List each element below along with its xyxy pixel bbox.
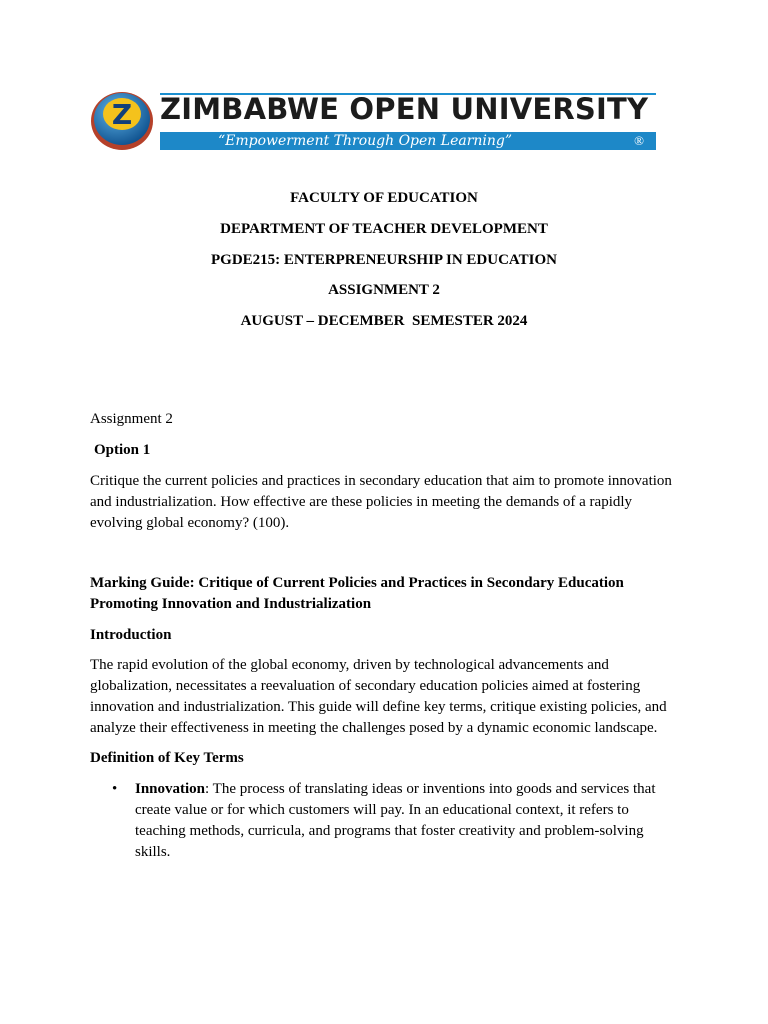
faculty-heading: FACULTY OF EDUCATION bbox=[290, 190, 478, 206]
introduction-line: innovation and industrialization. This guide will define key terms, critique existing policies, and bbox=[90, 699, 667, 715]
definition-line: teaching methods, curricula, and programs that foster creativity and problem-solving bbox=[135, 823, 644, 839]
university-name: ZIMBABWE OPEN UNIVERSITY bbox=[160, 92, 649, 126]
option-label: Option 1 bbox=[94, 442, 151, 458]
semester-heading: AUGUST – DECEMBER SEMESTER 2024 bbox=[240, 313, 528, 329]
question-line: and industrialization. How effective are these policies in meeting the demands of a rapidly bbox=[90, 494, 633, 510]
university-logo bbox=[90, 90, 656, 152]
definition-line: skills. bbox=[135, 844, 171, 860]
department-heading: DEPARTMENT OF TEACHER DEVELOPMENT bbox=[220, 221, 548, 237]
assignment-label: Assignment 2 bbox=[90, 411, 173, 427]
definition-term: Innovation bbox=[135, 781, 206, 797]
marking-guide-line: Marking Guide: Critique of Current Policies and Practices in Secondary Education bbox=[90, 575, 624, 591]
svg-text:Z: Z bbox=[111, 98, 133, 131]
zou-emblem-icon bbox=[90, 90, 160, 152]
introduction-line: analyze their effectiveness in meeting the challenges posed by a dynamic economic landscape. bbox=[90, 720, 658, 736]
definitions-heading: Definition of Key Terms bbox=[90, 750, 244, 766]
introduction-heading: Introduction bbox=[90, 627, 172, 643]
university-slogan: “Empowerment Through Open Learning” bbox=[218, 133, 513, 149]
slogan-band bbox=[160, 132, 656, 150]
marking-guide-title bbox=[90, 573, 680, 615]
definition-line: : The process of translating ideas or inventions into goods and services that bbox=[205, 781, 656, 797]
marking-guide-line: Promoting Innovation and Industrialization bbox=[90, 596, 372, 612]
introduction-line: The rapid evolution of the global economy, driven by technological advancements and bbox=[90, 657, 609, 673]
definition-line: create value or for which customers will pay. In an educational context, it refers to bbox=[135, 802, 629, 818]
assignment-heading: ASSIGNMENT 2 bbox=[328, 282, 440, 298]
introduction-line: globalization, necessitates a reevaluation of secondary education policies aimed at fostering bbox=[90, 678, 641, 694]
registered-mark: ® bbox=[634, 133, 644, 148]
question-text bbox=[90, 471, 680, 534]
question-line: evolving global economy? (100). bbox=[90, 515, 290, 531]
course-heading: PGDE215: ENTERPRENEURSHIP IN EDUCATION bbox=[210, 252, 557, 268]
definition-text bbox=[135, 779, 665, 863]
introduction-text bbox=[90, 655, 680, 739]
bullet-marker: • bbox=[112, 781, 118, 797]
question-line: Critique the current policies and practices in secondary education that aim to promote innovation bbox=[90, 473, 672, 489]
